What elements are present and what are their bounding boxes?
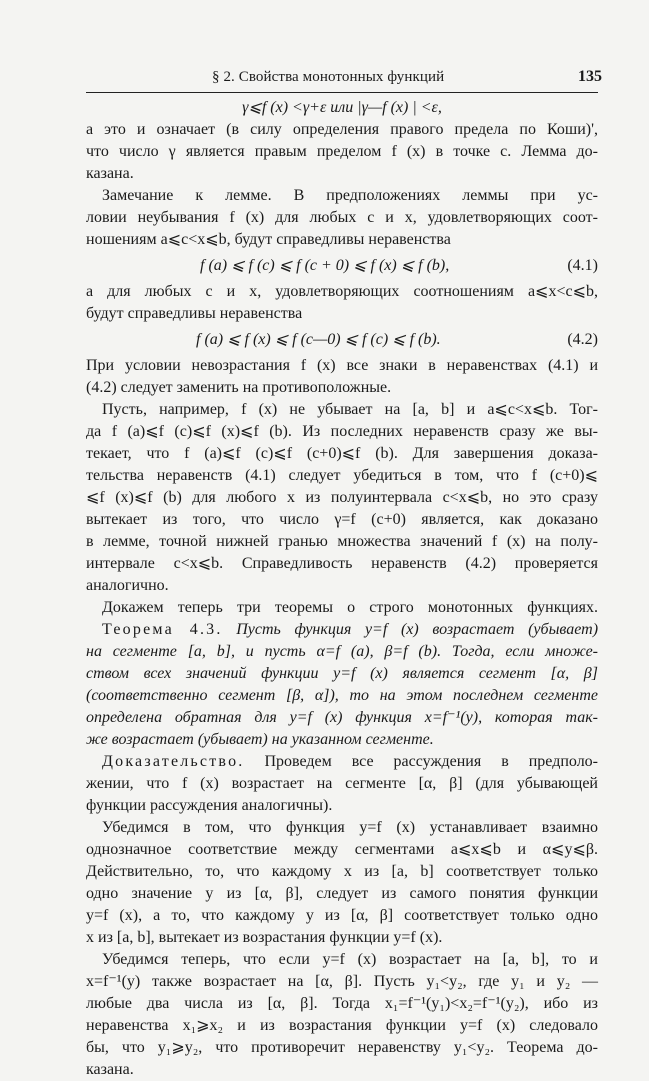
text-line: казана.	[86, 165, 134, 182]
page-body	[86, 97, 598, 1081]
text-line: Докажем теперь три теоремы о строго монотонных функциях.	[102, 599, 598, 616]
equation-body: f (a) ⩽ f (x) ⩽ f (c—0) ⩽ f (c) ⩽ f (b).	[196, 331, 441, 348]
text-line: интервале c<x⩽b. Справедливость неравенств (4.2) проверяется	[86, 555, 598, 572]
text-line: Действительно, то, что каждому x из [a, b] соответствует только	[86, 863, 598, 880]
text-line: Замечание к лемме. В предположениях леммы при ус-	[102, 187, 598, 204]
text-line: жении, что f (x) возрастает на сегменте [α, β] (для убывающей	[86, 775, 598, 792]
text-line: бы, что y₁⩾y₂, что противоречит неравенству y₁<y₂. Теорема до-	[86, 1039, 598, 1056]
theorem-line: же возрастает (убывает) на указанном сегменте.	[86, 731, 434, 748]
text-line: да f (a)⩽f (c)⩽f (x)⩽f (b). Из последних неравенств сразу же вы-	[86, 423, 598, 440]
proof-text: Проведем все рассуждения в предполо-	[264, 753, 598, 770]
text-line: любые два числа из [α, β]. Тогда x₁=f⁻¹(y₁)<x₂=f⁻¹(y₂), ибо из	[86, 995, 598, 1012]
text-line: однозначное соответствие между сегментами a⩽x⩽b и α⩽y⩽β.	[86, 841, 598, 858]
text-line: Пусть, например, f (x) не убывает на [a, b] и a⩽c<x⩽b. Тог-	[102, 401, 598, 418]
proof-line	[86, 751, 598, 773]
text-line: Убедимся в том, что функция y=f (x) устанавливает взаимно	[102, 819, 598, 836]
proof-heading: Доказательство.	[102, 753, 245, 770]
text-line: в лемме, точной нижней гранью множества значений f (x) на полу-	[86, 533, 598, 550]
text-line: y=f (x), а то, что каждому y из [α, β] соответствует только одно	[86, 907, 598, 924]
text-line: текает, что f (a)⩽f (c)⩽f (c+0)⩽f (b). Для завершения доказа-	[86, 445, 598, 462]
theorem-line: на сегменте [a, b], и пусть α=f (a), β=f (b). Тогда, если множе-	[86, 643, 598, 660]
text-line: вытекает из того, что число γ=f (c+0) является, как доказано	[86, 511, 598, 528]
header-rule	[86, 92, 598, 93]
text-line: x из [a, b], вытекает из возрастания функции y=f (x).	[86, 929, 443, 946]
text-line: функции рассуждения аналогичны).	[86, 797, 333, 814]
theorem-line	[86, 619, 598, 641]
text-line: а для любых c и x, удовлетворяющих соотношениям a⩽x<c⩽b,	[86, 283, 598, 300]
theorem-line: ством всех значений функции y=f (x) является сегмент [α, β]	[86, 665, 598, 682]
equation-body: f (a) ⩽ f (c) ⩽ f (c + 0) ⩽ f (x) ⩽ f (b),	[200, 257, 450, 274]
text-line: казана.	[86, 1061, 134, 1078]
theorem-text: Пусть функция y=f (x) возрастает (убывает)	[236, 621, 599, 638]
text-line: ношениям a⩽c<x⩽b, будут справедливы неравенства	[86, 231, 451, 248]
equation-number: (4.2)	[567, 331, 598, 348]
text-line: x=f⁻¹(y) также возрастает на [α, β]. Пусть y₁<y₂, где y₁ и y₂ —	[86, 973, 598, 990]
text-line: аналогично.	[86, 577, 169, 594]
equation-number: (4.1)	[567, 257, 598, 274]
text-line: будут справедливы неравенства	[86, 305, 303, 322]
text-line: ловии неубывания f (x) для любых c и x, удовлетворяющих соот-	[86, 209, 598, 226]
formula-line: γ⩽f (x) <γ+ε или |γ—f (x) | <ε,	[242, 99, 442, 116]
theorem-line: (соответственно сегмент [β, α]), то на этом последнем сегменте	[86, 687, 598, 704]
text-line: а это и означает (в силу определения правого предела по Коши)',	[86, 121, 598, 138]
equation-4-2	[86, 325, 598, 355]
text-line: неравенства x₁⩾x₂ и из возрастания функции y=f (x) следовало	[86, 1017, 598, 1034]
text-line: одно значение y из [α, β], следует из самого понятия функции	[86, 885, 598, 902]
running-header-title: § 2. Свойства монотонных функций	[212, 69, 445, 85]
theorem-heading: Теорема 4.3.	[102, 621, 223, 638]
page-number: 135	[578, 68, 602, 85]
text-line: что число γ является правым пределом f (x) в точке c. Лемма до-	[86, 143, 598, 160]
text-line: (4.2) следует заменить на противоположные.	[86, 379, 392, 396]
text-line: ⩽f (x)⩽f (b) для любого x из полуинтервала c<x⩽b, но это сразу	[86, 489, 598, 506]
text-line: Убедимся теперь, что если y=f (x) возрастает на [a, b], то и	[102, 951, 598, 968]
text-line: тельства неравенств (4.1) следует убедиться в том, что f (c+0)⩽	[86, 467, 598, 484]
equation-4-1	[86, 251, 598, 281]
text-line: При условии невозрастания f (x) все знаки в неравенствах (4.1) и	[86, 357, 598, 374]
theorem-line: определена обратная для y=f (x) функция x=f⁻¹(y), которая так-	[86, 709, 598, 726]
